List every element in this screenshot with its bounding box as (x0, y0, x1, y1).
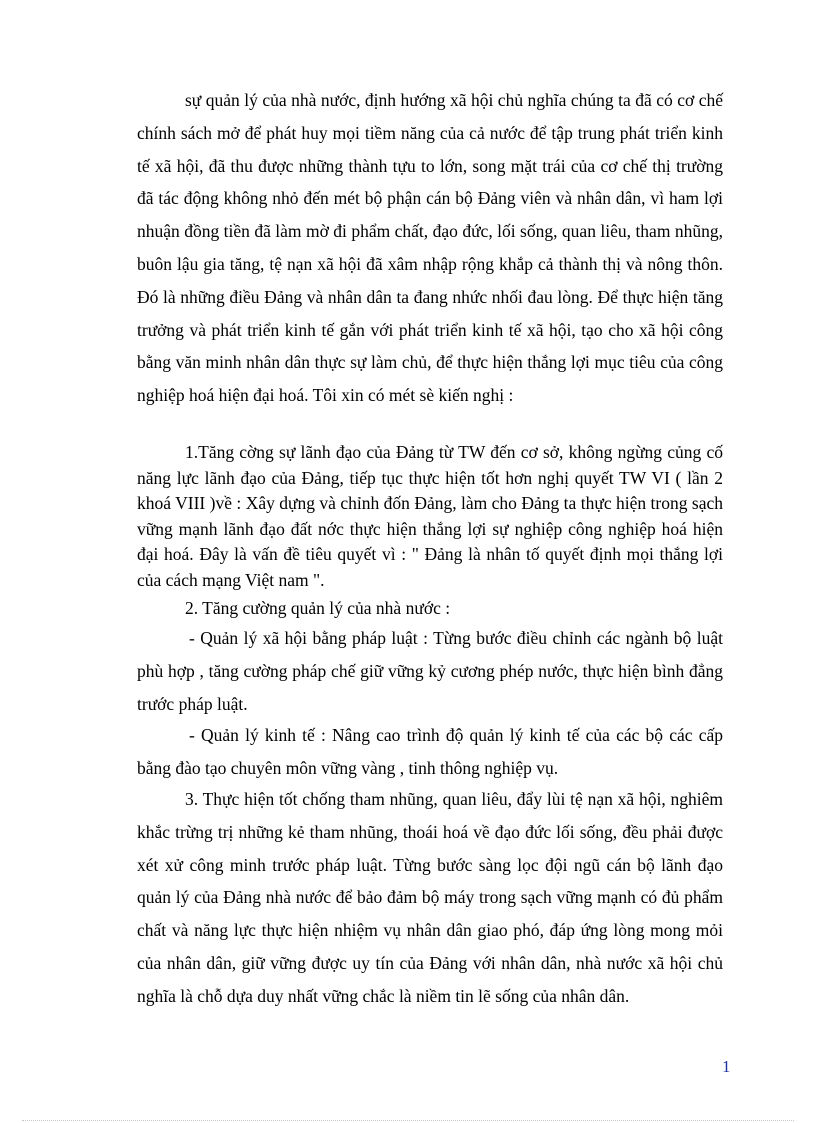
paragraph-recommendation-2-heading: 2. Tăng cường quản lý của nhà nước : (185, 598, 451, 618)
paragraph-recommendation-3: 3. Thực hiện tốt chống tham nhũng, quan liêu, đẩy lùi tệ nạn xã hội, nghiêm khắc trừng trị những kẻ tham nhũng, thoái hoá về đạo đức lối sống, đều phải được xét xử công minh trước pháp luật. Từng bước sàng lọc đội ngũ cán bộ lãnh đạo quản lý của Đảng nhà nước để bảo đảm bộ máy trong sạch vững mạnh có đủ phẩm chất và năng lực thực hiện nhiệm vụ nhân dân giao phó, đáp ứng lòng mong mỏi của nhân dân, giữ vững được uy tín của Đảng với nhân dân, nhà nước xã hội chủ nghĩa là chỗ dựa duy nhất vững chắc là niềm tin lẽ sống của nhân dân. (137, 789, 723, 1006)
paragraph-law-management: - Quản lý xã hội bằng pháp luật : Từng bước điều chỉnh các ngành bộ luật phù hợp , tăng cường pháp chế giữ vững kỷ cương phép nước, thực hiện bình đẳng trước pháp luật. (137, 628, 723, 714)
footer-divider (22, 1120, 794, 1121)
paragraph-economic-management: - Quản lý kinh tế : Nâng cao trình độ quản lý kinh tế của các bộ các cấp bằng đào tạo chuyên môn vững vàng , tinh thông nghiệp vụ. (137, 725, 723, 778)
page-number: 1 (722, 1057, 731, 1076)
paragraph-recommendation-1: 1.Tăng cờng sự lãnh đạo của Đảng từ TW đến cơ sở, không ngừng củng cố năng lực lãnh đạo của Đảng, tiếp tục thực hiện tốt hơn nghị quyết TW VI ( lần 2 khoá VIII )về : Xây dựng và chỉnh đốn Đảng, làm cho Đảng ta thực hiện trong sạch vững mạnh lãnh đạo đất nớc thực hiện thắng lợi sự nghiệp công nghiệp hoá hiện đại hoá. Đây là vấn đề tiêu quyết vì : " Đảng là nhân tố quyết định mọi thắng lợi của cách mạng Việt nam ". (137, 442, 723, 590)
paragraph-intro: sự quản lý của nhà nước, định hướng xã hội chủ nghĩa chúng ta đã có cơ chế chính sách mở để phát huy mọi tiềm năng của cả nước để tập trung phát triển kinh tế xã hội, đã thu được những thành tựu to lớn, song mặt trái của cơ chế thị trường đã tác động không nhỏ đến mét bộ phận cán bộ Đảng viên và nhân dân, vì ham lợi nhuận đồng tiền đã làm mờ đi phẩm chất, đạo đức, lối sống, quan liêu, tham nhũng, buôn lậu gia tăng, tệ nạn xã hội đã xâm nhập rộng khắp cả thành thị và nông thôn. Đó là những điều Đảng và nhân dân ta đang nhức nhối đau lòng. Để thực hiện tăng trưởng và phát triển kinh tế gắn với phát triển kinh tế xã hội, tạo cho xã hội công bằng văn minh nhân dân thực sự làm chủ, để thực hiện thắng lợi mục tiêu của công nghiệp hoá hiện đại hoá. Tôi xin có mét sè kiến nghị : (137, 90, 723, 406)
